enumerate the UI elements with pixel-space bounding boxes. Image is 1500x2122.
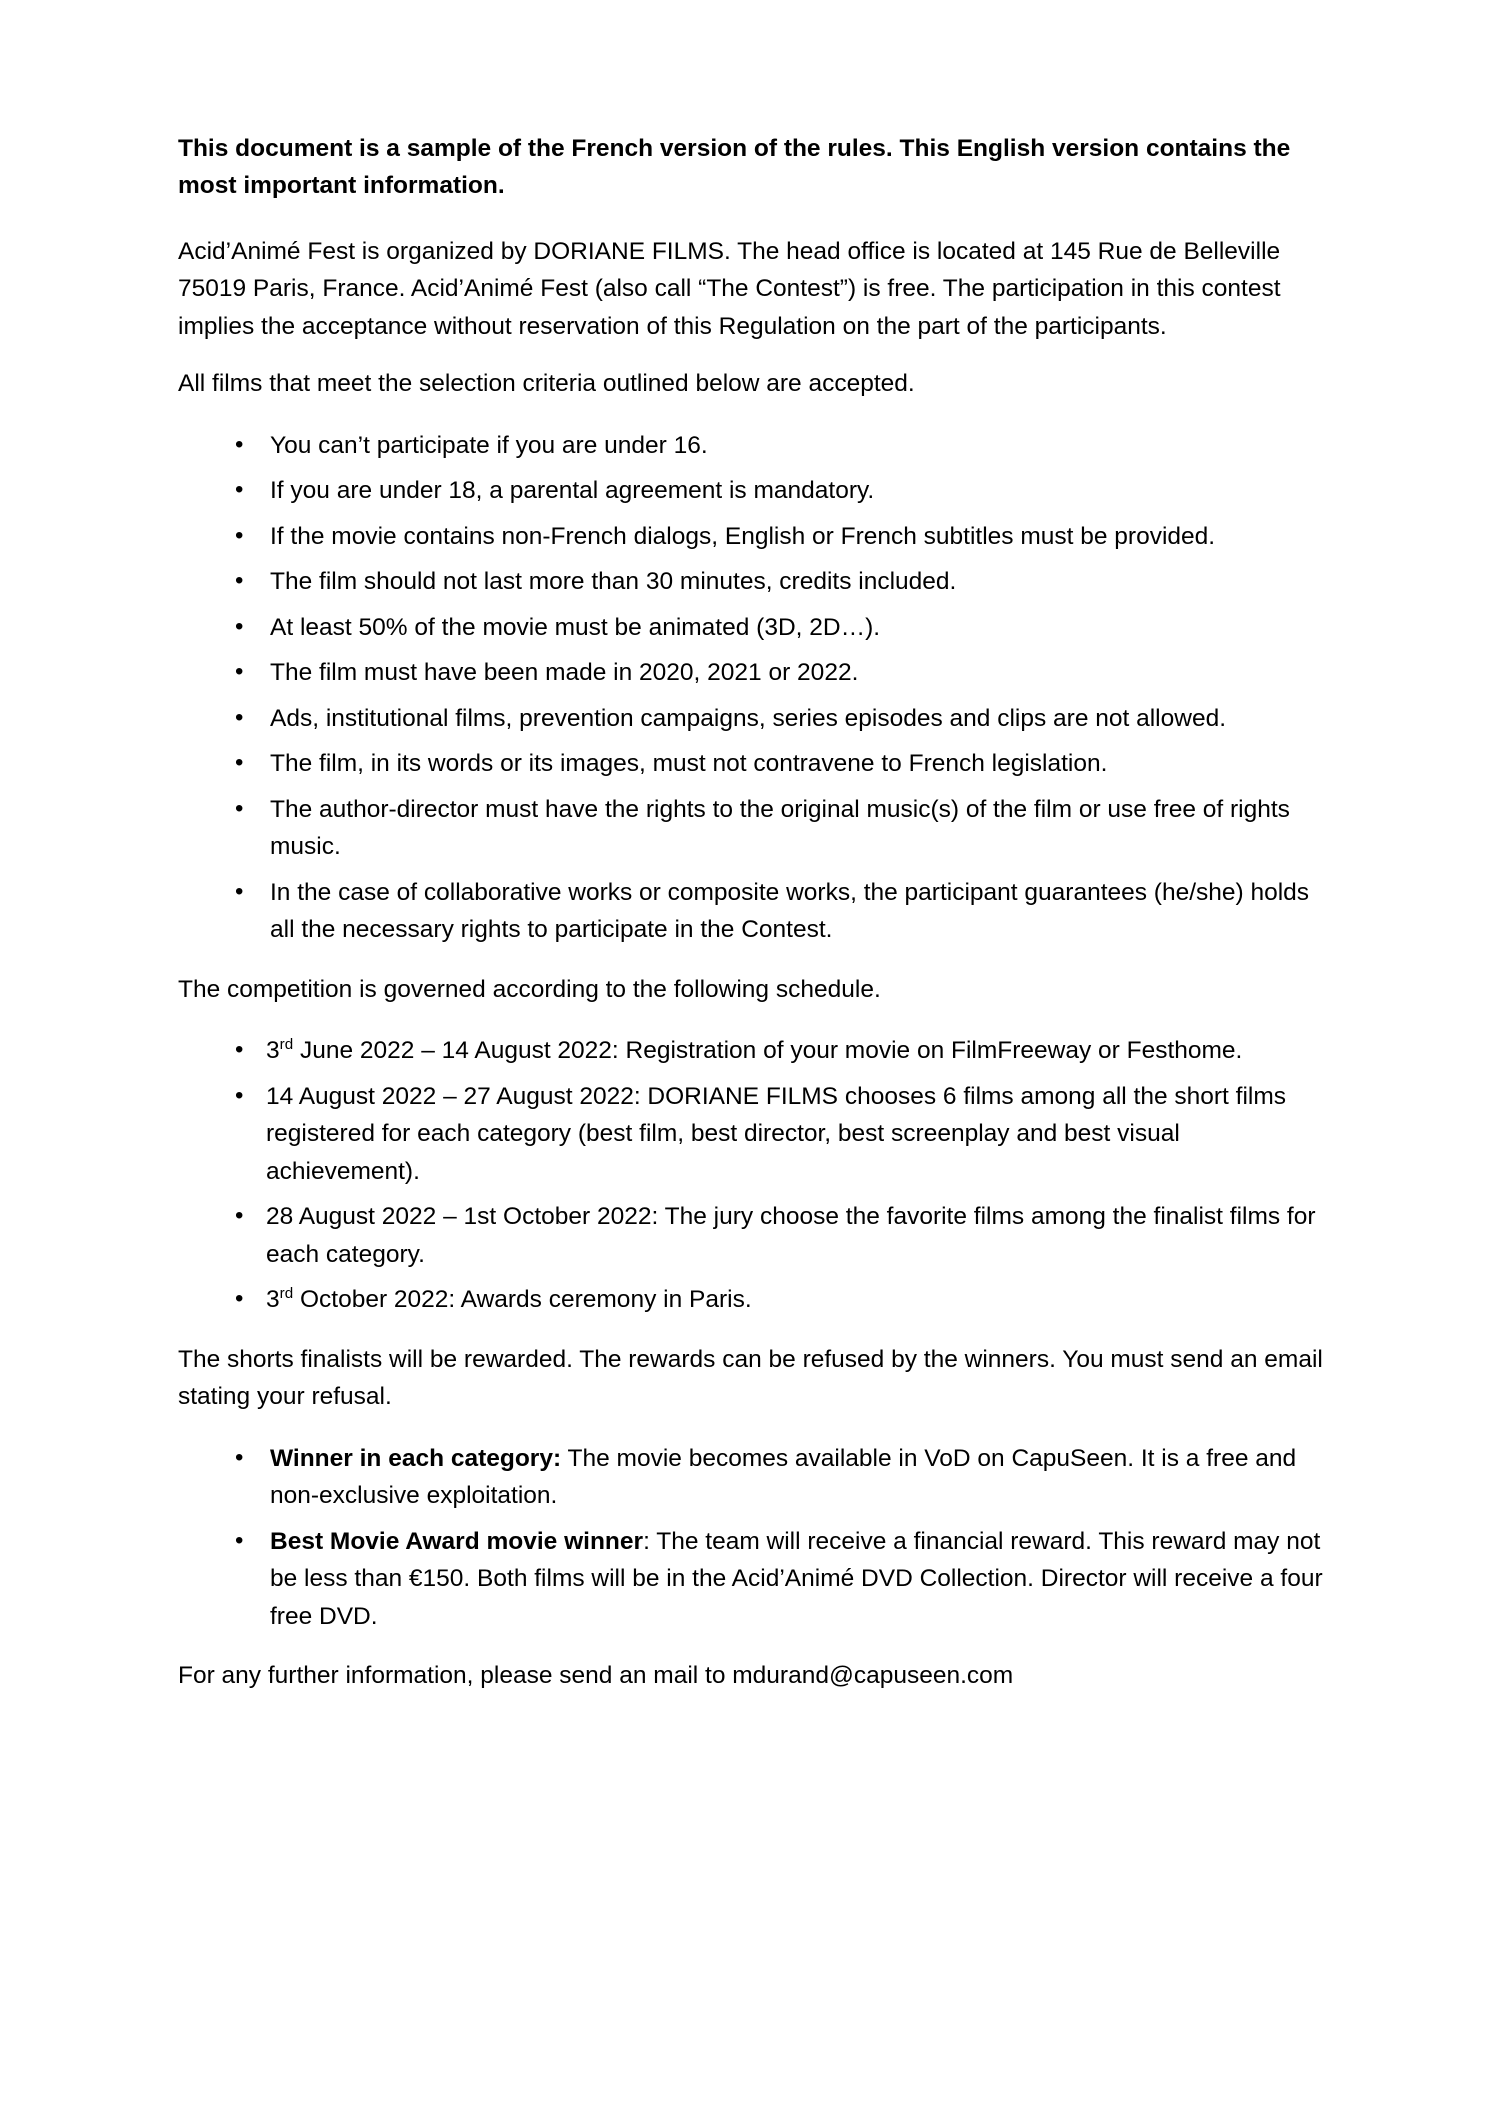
schedule-item-text: June 2022 – 14 August 2022: Registration of your movie on FilmFreeway or Festhome. bbox=[293, 1037, 1243, 1065]
reward-text: The movie becomes available in VoD on CapuSeen. It is a free and non-exclusive exploitation. bbox=[270, 1444, 1297, 1510]
list-item bbox=[178, 1440, 1325, 1515]
schedule-intro-paragraph: The competition is governed according to the following schedule. bbox=[178, 975, 881, 1003]
criteria-intro-paragraph: All films that meet the selection criteria outlined below are accepted. bbox=[178, 370, 915, 398]
schedule-item-text: October 2022: Awards ceremony in Paris. bbox=[293, 1286, 752, 1314]
document-body bbox=[178, 130, 1325, 1694]
reward-label: Best Movie Award movie winner bbox=[270, 1527, 644, 1555]
schedule-list bbox=[178, 1032, 1325, 1318]
rewards-list bbox=[178, 1440, 1325, 1635]
list-item bbox=[178, 1523, 1325, 1635]
ordinal-suffix: rd bbox=[279, 1284, 294, 1302]
list-item bbox=[178, 1078, 1325, 1190]
list-item bbox=[178, 1032, 1325, 1069]
list-item: • In the case of collaborative works or composite works, the participant guarantees (he/she) holds all the necessary rights to participate in the Contest. bbox=[178, 874, 1325, 949]
list-item: • The film must have been made in 2020, 2021 or 2022. bbox=[178, 654, 1325, 691]
contact-paragraph: For any further information, please send an mail to mdurand@capuseen.com bbox=[178, 1661, 1014, 1689]
list-item: • The film, in its words or its images, must not contravene to French legislation. bbox=[178, 745, 1325, 782]
list-item: • Ads, institutional films, prevention campaigns, series episodes and clips are not allowed. bbox=[178, 700, 1325, 737]
list-item: • You can’t participate if you are under 16. bbox=[178, 427, 1325, 464]
list-item bbox=[178, 1281, 1325, 1318]
lead-note-paragraph: This document is a sample of the French version of the rules. This English version contains the most important information. bbox=[178, 135, 1291, 200]
reward-label: Winner in each category: bbox=[270, 1444, 562, 1472]
list-item bbox=[178, 1198, 1325, 1273]
ordinal-suffix: rd bbox=[279, 1036, 294, 1054]
schedule-item-text: 14 August 2022 – 27 August 2022: DORIANE FILMS chooses 6 films among all the short films registered for each category (best film, best director, best screenplay and best visual achievement). bbox=[266, 1082, 1287, 1185]
reward-text: : The team will receive a financial reward. This reward may not be less than €150. Both films will be in the Acid’Animé DVD Collection. Director will receive a four free DVD. bbox=[270, 1527, 1323, 1630]
list-item: • If you are under 18, a parental agreement is mandatory. bbox=[178, 472, 1325, 509]
selection-criteria-list bbox=[178, 427, 1325, 949]
list-item: • At least 50% of the movie must be animated (3D, 2D…). bbox=[178, 609, 1325, 646]
list-item: • The film should not last more than 30 minutes, credits included. bbox=[178, 563, 1325, 600]
list-item: • The author-director must have the rights to the original music(s) of the film or use free of rights music. bbox=[178, 791, 1325, 866]
rewards-intro-paragraph: The shorts finalists will be rewarded. The rewards can be refused by the winners. You must send an email stating your refusal. bbox=[178, 1345, 1323, 1411]
schedule-item-text: 28 August 2022 – 1st October 2022: The jury choose the favorite films among the finalist films for each category. bbox=[266, 1203, 1316, 1268]
schedule-day-number: 3 bbox=[266, 1286, 280, 1314]
intro-paragraph: Acid’Animé Fest is organized by DORIANE FILMS. The head office is located at 145 Rue de Belleville 75019 Paris, France. Acid’Animé Fest (also call “The Contest”) is free. The participation in this contest implies the acceptance without reservation of this Regulation on the part of the participants. bbox=[178, 237, 1281, 340]
schedule-day-number: 3 bbox=[266, 1037, 280, 1065]
list-item: • If the movie contains non-French dialogs, English or French subtitles must be provided. bbox=[178, 518, 1325, 555]
